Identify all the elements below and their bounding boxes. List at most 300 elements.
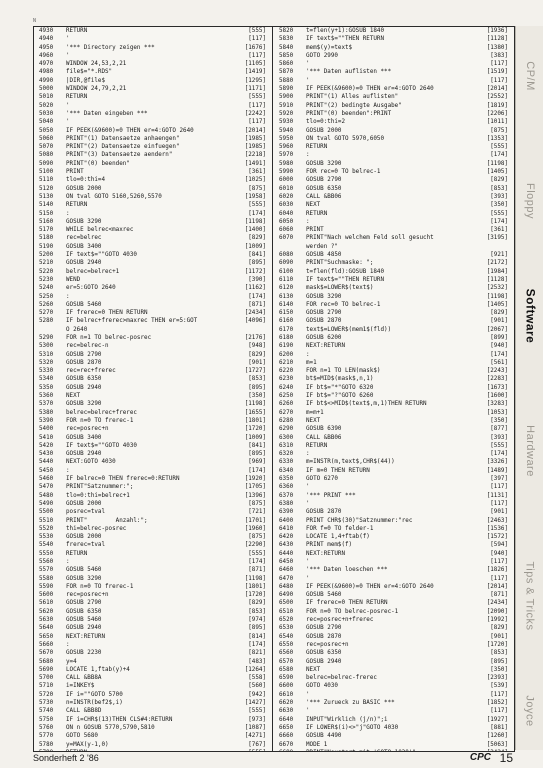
code-statement: PRINT"(0) beenden" [66,160,130,167]
checksum: [1011] [486,119,508,126]
checksum: [4271] [244,733,266,740]
checksum: [1705] [244,484,266,491]
checksum: [174] [490,451,508,458]
listing-line [34,193,272,201]
listing-line [274,566,514,574]
line-number: 6350 [279,476,294,483]
line-number: 5080 [39,152,54,159]
line-number: 6520 [279,617,294,624]
checksum: [1171] [244,86,266,93]
line-number: 5910 [279,102,294,109]
code-statement: ON tval GOTO 5970,6050 [306,135,385,142]
listing-line [274,367,514,375]
page-footer [33,751,513,765]
line-number: 6300 [279,434,294,441]
line-number: 5340 [39,376,54,383]
listing-line [274,425,514,433]
listing-line [274,375,514,383]
code-statement: : [66,467,70,474]
line-number: 5560 [39,559,54,565]
code-statement: LOCATE 1,ftab(y)+4 [66,666,130,673]
line-number: 5160 [39,218,54,225]
line-number: 5580 [39,575,54,582]
code-statement: IF LOWER$(i)<>"j"GOTO 4030 [306,724,399,731]
code-statement: : [66,641,70,648]
code-statement: PRINT"Satznummer:"; [66,484,134,491]
code-statement: tlo=0:thi=2 [306,119,346,126]
code-statement: : [306,451,310,458]
code-statement: GOSUB 2870 [66,359,102,366]
checksum: [969] [248,459,266,466]
line-number: 5990 [279,169,294,176]
checksum: [875] [490,127,508,134]
corner-mark: N [33,18,37,24]
listing-line [274,276,514,284]
checksum: [1128] [486,276,508,283]
listing-line [34,616,272,624]
code-statement: GOSUB 5460 [306,592,342,599]
line-number: 5350 [39,384,54,391]
code-statement: : [306,152,310,159]
listing-line [274,226,514,234]
line-number: 6110 [279,276,294,283]
checksum: [555] [490,210,508,217]
code-statement: IF text$=""GOTO 4030 [66,252,137,259]
sidebar-tab [516,676,543,746]
listing-line [274,251,514,259]
listing-line [34,400,272,408]
code-statement: CALL &BB06 [306,193,342,200]
checksum: [1353] [486,135,508,142]
checksum: [1985] [244,135,266,142]
listing-line [34,85,272,93]
checksum: [942] [248,691,266,698]
line-number: 6140 [279,301,294,308]
checksum: [1720] [244,426,266,433]
listing-line [34,682,272,690]
checksum: [174] [248,467,266,474]
line-number: 6030 [279,202,294,209]
listing-line [274,118,514,126]
checksum: [117] [248,36,266,43]
checksum: [555] [248,94,266,101]
listing-line [274,633,514,641]
listing-line [34,351,272,359]
listing-line [274,151,514,159]
listing-line [34,583,272,591]
line-number: 5070 [39,144,54,151]
listing-line [274,492,514,500]
code-statement: posrec=tval [66,509,106,516]
checksum: [350] [490,666,508,673]
code-statement: GOSUB 2940 [306,658,342,665]
code-statement: rec=posrec+n [66,592,109,599]
code-statement: '*** Daten auflisten *** [306,69,392,76]
code-statement: RETURN [66,202,88,209]
checksum: [3195] [486,235,508,242]
page-number: 15 [499,751,513,765]
listing-line [34,160,272,168]
code-statement: GOTO 5680 [66,733,98,740]
code-statement: FOR rec=0 TO belrec-1 [306,301,381,308]
code-statement: : [306,351,310,358]
checksum: [2014] [244,127,266,134]
listing-line [34,293,272,301]
code-statement: IF m=0 THEN RETURN [306,467,370,474]
listing-line [274,682,514,690]
line-number: 6100 [279,268,294,275]
line-number: 5760 [39,724,54,731]
line-number: 5530 [39,534,54,541]
listing-line [34,550,272,558]
listing-line [34,475,272,483]
checksum: [383] [490,52,508,59]
line-number: 5730 [39,700,54,707]
line-number: 5400 [39,426,54,433]
line-number: 4960 [39,52,54,59]
checksum: [1819] [486,102,508,109]
listing-line [34,367,272,375]
listing-line [274,641,514,649]
checksum: [2242] [244,110,266,117]
listing-line [34,450,272,458]
checksum: [1984] [486,268,508,275]
code-statement: IF belrec=0 THEN frerec=0:RETURN [66,476,180,483]
code-statement: rec=posrec+n+frerec [306,617,374,624]
code-statement: tlo=0:thi=4 [66,177,106,184]
listing-line [274,475,514,483]
checksum: [1572] [486,534,508,541]
checksum: [555] [248,708,266,715]
listing-line [274,284,514,292]
line-number: 5750 [39,716,54,723]
line-number: 6060 [279,227,294,234]
line-number: 6180 [279,334,294,341]
listing-line [34,176,272,184]
listing-line [274,52,514,60]
code-statement: NEXT [306,666,321,673]
listing-line [34,707,272,715]
line-number: 5200 [39,252,54,259]
checksum: [174] [490,152,508,159]
code-statement: GOSUB 6350 [306,185,342,192]
listing-line [34,118,272,126]
checksum: [393] [490,193,508,200]
sidebar-tab-label: Joyce [524,695,536,727]
line-number: 6410 [279,525,294,532]
code-statement: CALL &BB06 [306,434,342,441]
listing-line [274,201,514,209]
line-number: 5470 [39,484,54,491]
listing-line [34,151,272,159]
listing-line [274,533,514,541]
listing-line [274,359,514,367]
line-number: 5630 [39,617,54,624]
code-statement: GOSUB 2000 [66,500,102,507]
checksum: [853] [490,650,508,657]
sidebar-tab-label: Hardware [524,425,536,477]
code-statement: : [66,210,70,217]
code-statement: rec=belrec [66,235,102,242]
listing-line [34,276,272,284]
listing-line [274,691,514,699]
code-statement: GOSUB 3290 [306,160,342,167]
code-statement: IF frerec=0 THEN RETURN [306,600,388,607]
code-statement: ON n GOSUB 5770,5790,5810 [66,724,155,731]
line-number: 5740 [39,708,54,715]
line-number: 5100 [39,169,54,176]
checksum: [2290] [244,542,266,549]
code-statement: i=INKEY$ [66,683,95,690]
line-number: 5180 [39,235,54,242]
listing-line [274,732,514,740]
checksum: [2283] [486,376,508,383]
code-statement: IF frerec=0 THEN RETURN [66,310,148,317]
line-number: 4990 [39,77,54,84]
code-statement: RETURN [66,94,88,101]
checksum: [397] [490,476,508,483]
listing-line [274,85,514,93]
listing-line [274,658,514,666]
checksum: [1162] [244,285,266,292]
checksum: [853] [248,608,266,615]
issue-label: Sonderheft 2 '86 [33,753,99,763]
listing-line [34,658,272,666]
listing-line [274,234,514,242]
listing-line [34,699,272,707]
checksum: [174] [248,210,266,217]
line-number: 6660 [279,733,294,740]
code-statement: PRINT"(2) Datensaetze einfuegen" [66,144,180,151]
line-number: 6250 [279,393,294,400]
listing-line [274,500,514,508]
code-statement: IF i=""GOTO 5700 [66,691,123,698]
checksum: [1936] [486,28,508,34]
line-number: 5930 [279,119,294,126]
code-statement: GOSUB 6350 [306,650,342,657]
line-number: 5880 [279,77,294,84]
checksum: [2172] [486,260,508,267]
code-statement: GOSUB 3400 [66,434,102,441]
checksum: [5063] [486,741,508,748]
line-number: 6020 [279,193,294,200]
listing-line [34,259,272,267]
sidebar-tab [516,396,543,506]
checksum: [117] [248,52,266,59]
checksum: [875] [248,534,266,541]
line-number: 5850 [279,52,294,59]
code-statement: GOSUB 2940 [66,384,102,391]
listing-line [274,44,514,52]
listing-line [274,458,514,466]
checksum: [2532] [486,285,508,292]
checksum: [895] [490,658,508,665]
checksum: [1958] [244,193,266,200]
checksum: [895] [248,625,266,632]
line-number: 5090 [39,160,54,167]
code-statement: GOSUB 2790 [66,351,102,358]
code-statement: GOSUB 3290 [66,575,102,582]
checksum: [2552] [486,94,508,101]
code-statement: m=1 [306,359,317,366]
line-number: 4970 [39,61,54,68]
line-number: 5450 [39,467,54,474]
line-number: 6670 [279,741,294,748]
code-statement: GOSUB 2940 [66,260,102,267]
code-statement: '*** Daten loeschen *** [306,567,388,574]
checksum: [117] [490,708,508,715]
checksum: [871] [248,301,266,308]
checksum: [881] [490,724,508,731]
listing-line [274,608,514,616]
sidebar-tab-label: Floppy [524,182,536,220]
code-statement: RETURN [66,28,88,34]
listing-line [34,309,272,317]
checksum: [2206] [486,110,508,117]
code-statement: '*** Directory zeigen *** [66,44,155,51]
code-statement: GOSUB 2870 [306,633,342,640]
checksum: [4096] [244,318,266,325]
line-number: 6270 [279,409,294,416]
code-statement: GOSUB 5460 [66,567,102,574]
line-number: 6450 [279,559,294,565]
checksum: [1992] [486,617,508,624]
listing-line [34,284,272,292]
listing-line [274,143,514,151]
line-number: 5040 [39,119,54,126]
listing-line [34,102,272,110]
code-statement: IF bt$="*"GOTO 6320 [306,384,374,391]
line-number: 5940 [279,127,294,134]
line-number: 6580 [279,666,294,673]
code-statement: INPUT"Wirklich (j/n)";i [306,716,388,723]
code-statement: GOSUB 3290 [306,293,342,300]
sidebar-tab-label: Tips & Tricks [524,561,537,631]
line-number: 6130 [279,293,294,300]
listing-line [34,334,272,342]
code-statement: FOR n=0 TO belrec-posrec-1 [306,608,399,615]
code-statement: t=flen(fld):GOSUB 1840 [306,268,385,275]
checksum: [2463] [486,517,508,524]
code-statement: : [66,293,70,300]
code-statement: GOSUB 6350 [66,608,102,615]
listing-line [34,716,272,724]
line-number: 5950 [279,135,294,142]
checksum: [1489] [486,467,508,474]
line-number: 6630 [279,708,294,715]
code-statement: CALL &BB8D [66,708,102,715]
line-number: 5920 [279,110,294,117]
line-number: 4980 [39,69,54,76]
listing-line [34,558,272,566]
code-statement: PRINT" Anzahl:"; [66,517,148,524]
checksum: [2434] [486,600,508,607]
code-statement: PRINT"(2) bedingte Ausgabe" [306,102,402,109]
line-number: 5640 [39,625,54,632]
code-statement: thi=belrec-posrec [66,525,127,532]
line-number: 5380 [39,409,54,416]
checksum: [117] [490,559,508,565]
line-number: 6380 [279,500,294,507]
section-sidebar [515,26,543,750]
listing-line [34,741,272,749]
sidebar-tab-label: CP/M [524,61,536,91]
code-statement: rec=belrec-n [66,343,109,350]
listing-line [34,326,272,334]
line-number: 6260 [279,401,294,408]
code-statement: NEXT:GOTO 4030 [66,459,116,466]
line-number: 5390 [39,417,54,424]
listing-line [274,392,514,400]
listing-line [34,251,272,259]
listing-line [274,666,514,674]
line-number: 5490 [39,500,54,507]
line-number: 5290 [39,334,54,341]
code-statement: PRINT"(1) Datensaetze anhaengen" [66,135,180,142]
listing-line [34,110,272,118]
code-statement: RETURN [306,144,328,151]
checksum: [1396] [244,492,266,499]
code-statement: m=INSTR(m,text$,CHR$(44)) [306,459,395,466]
checksum: [901] [248,359,266,366]
line-number: 5190 [39,243,54,250]
checksum: [1720] [486,641,508,648]
line-number: 5720 [39,691,54,698]
listing-line [34,226,272,234]
listing-line [274,35,514,43]
checksum: [1701] [244,517,266,524]
listing-line [274,93,514,101]
checksum: [390] [248,276,266,283]
code-statement: GOTO 6270 [306,476,338,483]
line-number: 6620 [279,700,294,707]
listing-line [274,27,514,35]
checksum: [558] [248,675,266,682]
checksum: [1519] [486,69,508,76]
code-statement: tlo=0:thi=belrec+1 [66,492,130,499]
line-number: 6200 [279,351,294,358]
listing-line [34,44,272,52]
line-number: 5330 [39,368,54,375]
code-statement: GOSUB 2790 [66,600,102,607]
line-number: 6290 [279,426,294,433]
code-statement: IF text$=""THEN RETURN [306,276,385,283]
line-number: 6210 [279,359,294,366]
line-number: 5600 [39,592,54,599]
column-divider [272,27,273,751]
checksum: [921] [490,252,508,259]
line-number: 6550 [279,641,294,648]
listing-line [274,351,514,359]
checksum: [1720] [244,592,266,599]
checksum: [1009] [244,434,266,441]
listing-line [34,732,272,740]
listing-line [34,508,272,516]
checksum: [721] [248,509,266,516]
listing-line [274,724,514,732]
listing-line [274,707,514,715]
line-number: 6480 [279,583,294,590]
listing-line [34,143,272,151]
checksum: [539] [490,683,508,690]
code-statement: GOTO 2990 [306,52,338,59]
checksum: [1927] [486,716,508,723]
checksum: [871] [248,567,266,574]
line-number: 5830 [279,36,294,43]
line-number: 4940 [39,36,54,43]
line-number: 6570 [279,658,294,665]
code-statement: PRINT [306,227,324,234]
